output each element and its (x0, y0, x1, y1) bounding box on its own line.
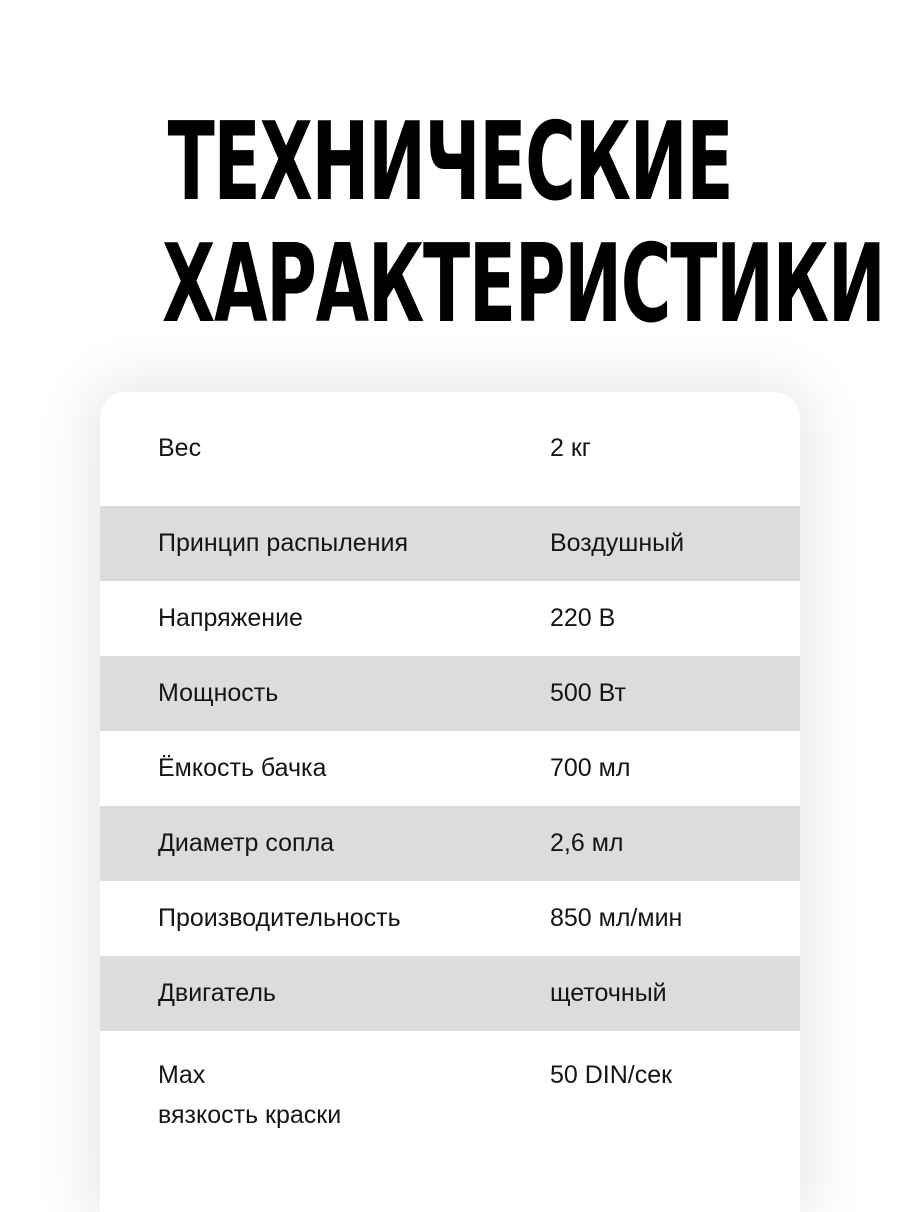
spec-row-voltage (100, 581, 800, 656)
spec-value: 50 DIN/сек (550, 1061, 673, 1089)
spec-label: Напряжение (158, 604, 303, 632)
spec-value: 2 кг (550, 434, 591, 462)
spec-row-tank-capacity (100, 731, 800, 806)
spec-label: Двигатель (158, 979, 276, 1007)
spec-label: Мощность (158, 679, 279, 707)
spec-label: Диаметр сопла (158, 829, 335, 857)
spec-label: Ёмкость бачка (158, 754, 327, 782)
spec-row-power (100, 656, 800, 731)
page-title (162, 100, 885, 347)
page-title-line-2: ХАРАКТЕРИСТИКИ (162, 222, 885, 347)
spec-row-nozzle-diameter (100, 806, 800, 881)
spec-value: 500 Вт (550, 679, 626, 707)
spec-row-throughput (100, 881, 800, 956)
spec-value: 2,6 мл (550, 829, 624, 857)
spec-value: 220 В (550, 604, 616, 632)
spec-label: Принцип распыления (158, 529, 409, 557)
specs-card (100, 392, 800, 1212)
spec-row-spray-principle (100, 506, 800, 581)
spec-label: Max вязкость краски (158, 1061, 342, 1129)
spec-value: 700 мл (550, 754, 631, 782)
spec-value: 850 мл/мин (550, 904, 683, 932)
spec-row-motor (100, 956, 800, 1031)
spec-label: Вес (158, 434, 202, 462)
spec-row-weight (100, 392, 800, 506)
spec-value: щеточный (550, 979, 667, 1007)
spec-value: Воздушный (550, 529, 685, 557)
page-title-line-1: ТЕХНИЧЕСКИЕ (167, 100, 733, 225)
spec-row-max-viscosity (100, 1031, 800, 1201)
spec-label: Производительность (158, 904, 401, 932)
